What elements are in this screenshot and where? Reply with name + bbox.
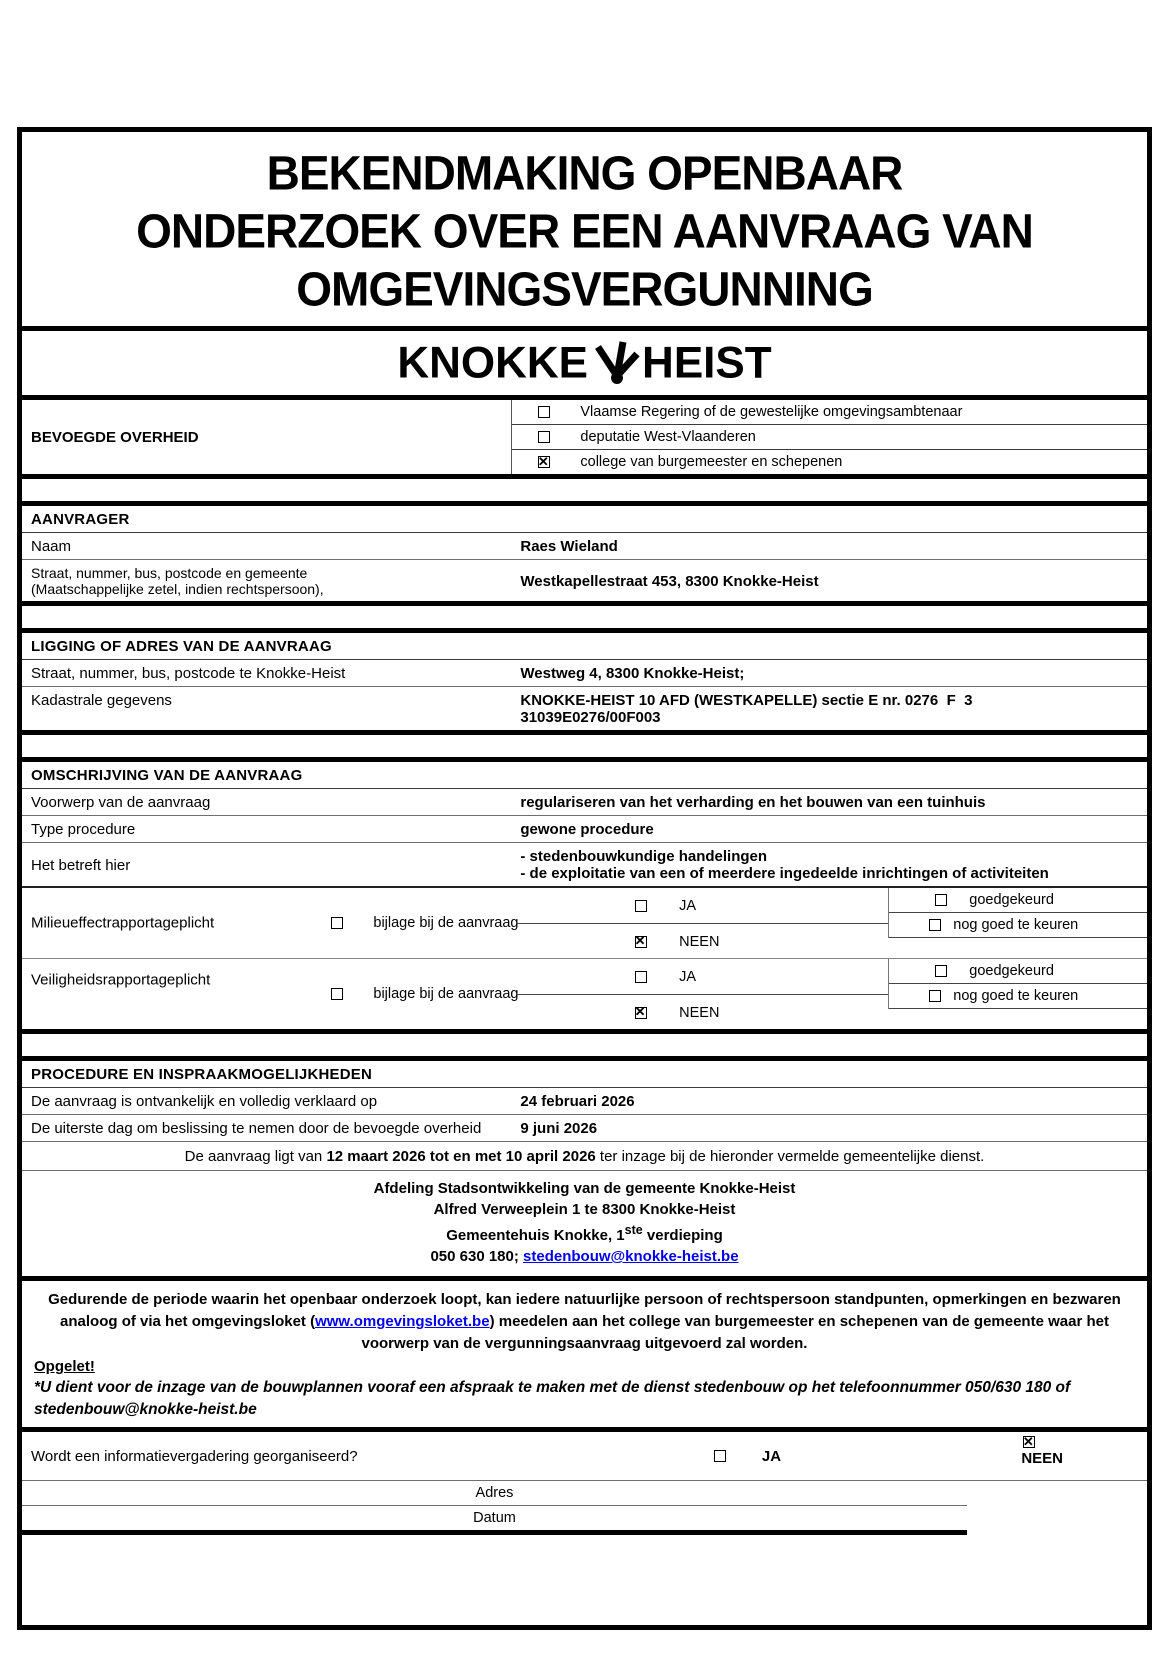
milieueffect-bijlage: bijlage bij de aanvraag bbox=[331, 915, 518, 931]
milieueffect-neen: ✕ NEEN bbox=[635, 934, 719, 950]
dienst-line-2: Alfred Verweeplein 1 te 8300 Knokke-Heist bbox=[433, 1201, 736, 1218]
betreft-label: Het betreft hier bbox=[31, 856, 131, 874]
opgelet-label: Opgelet! bbox=[34, 1358, 95, 1375]
goedgekeurd-option: goedgekeurd bbox=[889, 959, 1147, 984]
announcement-form bbox=[17, 127, 1152, 1630]
milieueffect-neen-checkbox[interactable] bbox=[635, 936, 647, 948]
naam-label: Naam bbox=[31, 538, 72, 555]
spacer bbox=[22, 606, 1147, 633]
procedure-header: PROCEDURE EN INSPRAAKMOGELIJKHEDEN bbox=[22, 1061, 1147, 1088]
milieueffect-goedgekeurd-checkbox[interactable] bbox=[935, 894, 947, 906]
dienst-line-1: Afdeling Stadsontwikkeling van de gemeente Knokke-Heist bbox=[373, 1180, 796, 1197]
veiligheid-goedkeuring bbox=[888, 959, 1147, 1009]
college-checkbox[interactable] bbox=[538, 456, 550, 468]
informatievergadering-row bbox=[22, 1432, 1147, 1481]
adres-label: Adres bbox=[475, 1485, 514, 1501]
nog-goed-te-keuren-option: nog goed te keuren bbox=[889, 984, 1147, 1009]
milieueffect-goedkeuring bbox=[888, 888, 1147, 938]
option-label: college van burgemeester en schepenen bbox=[580, 454, 843, 470]
kadaster-row bbox=[22, 687, 1147, 730]
voorwerp-label: Voorwerp van de aanvraag bbox=[31, 794, 211, 811]
veiligheid-goedgekeurd-checkbox[interactable] bbox=[935, 965, 947, 977]
ligging-straat-row bbox=[22, 660, 1147, 687]
kadaster-label: Kadastrale gegevens bbox=[31, 692, 172, 709]
veiligheid-nog-checkbox[interactable] bbox=[929, 990, 941, 1002]
milieueffect-ja: JA bbox=[635, 898, 696, 914]
empty-notes-area bbox=[22, 1535, 1147, 1625]
milieueffect-nog-checkbox[interactable] bbox=[929, 919, 941, 931]
section-omschrijving bbox=[22, 762, 1147, 1034]
bezwaar-paragraph: Gedurende de periode waarin het openbaar onderzoek loopt, kan iedere natuurlijke persoon of rechtspersoon standpunten, opmerkingen en bezwaren analoog of via het omgevingsloket (www.omgevingsloket.be) meedelen aan het college van burgemeester en schepenen van de gemeente waar het voorwerp van de vergunningsaanvraag uitgevoerd zal worden. bbox=[48, 1291, 1121, 1352]
veiligheid-ja: JA bbox=[635, 969, 696, 985]
section-ligging bbox=[22, 633, 1147, 735]
spacer bbox=[22, 1034, 1147, 1061]
informatievergadering-question: Wordt een informatievergadering georganiseerd? bbox=[31, 1447, 358, 1465]
goedgekeurd-option: goedgekeurd bbox=[889, 888, 1147, 913]
type-procedure-label: Type procedure bbox=[31, 821, 136, 838]
informatievergadering-neen-checkbox[interactable] bbox=[1023, 1436, 1035, 1448]
section-bevoegde-overheid bbox=[22, 400, 1147, 479]
uiterste-dag-value: 9 juni 2026 bbox=[520, 1120, 598, 1137]
deputatie-checkbox[interactable] bbox=[538, 431, 550, 443]
aanvrager-adres-value: Westkapellestraat 453, 8300 Knokke-Heist bbox=[520, 572, 819, 590]
ligging-straat-label: Straat, nummer, bus, postcode te Knokke-Heist bbox=[31, 665, 346, 682]
milieueffect-row bbox=[22, 886, 1147, 958]
milieueffect-label: Milieueffectrapportageplicht bbox=[31, 914, 215, 932]
uiterste-dag-row bbox=[22, 1115, 1147, 1142]
veiligheid-label: Veiligheidsrapportageplicht bbox=[31, 971, 211, 989]
dienst-line-4: 050 630 180; stedenbouw@knokke-heist.be bbox=[430, 1248, 739, 1265]
section-procedure bbox=[22, 1061, 1147, 1281]
milieueffect-ja-checkbox[interactable] bbox=[635, 900, 647, 912]
type-procedure-value: gewone procedure bbox=[520, 821, 654, 838]
inzage-period: 12 maart 2026 tot en met 10 april 2026 bbox=[326, 1148, 596, 1165]
municipality-logo bbox=[22, 331, 1147, 400]
voorwerp-value: regulariseren van het verharding en het bouwen van een tuinhuis bbox=[520, 794, 986, 811]
vlaamse-regering-checkbox[interactable] bbox=[538, 406, 550, 418]
naam-row bbox=[22, 533, 1147, 560]
veiligheid-neen-checkbox[interactable] bbox=[635, 1007, 647, 1019]
dienst-address-block bbox=[22, 1171, 1147, 1276]
ontvankelijk-value: 24 februari 2026 bbox=[520, 1093, 635, 1110]
adres-row bbox=[22, 1481, 967, 1506]
veiligheid-neen: ✕ NEEN bbox=[635, 1005, 719, 1021]
datum-row bbox=[22, 1506, 967, 1535]
aanvrager-adres-row bbox=[22, 560, 1147, 601]
informatievergadering-ja: JA bbox=[714, 1448, 781, 1465]
title-line-3: OMGEVINGSVERGUNNING bbox=[296, 261, 873, 317]
type-procedure-row bbox=[22, 816, 1147, 843]
betreft-value: - stedenbouwkundige handelingen - de exploitatie van een of meerdere ingedeelde inrichtingen of activiteiten bbox=[520, 848, 1049, 882]
option-label: Vlaamse Regering of de gewestelijke omgevingsambtenaar bbox=[580, 404, 963, 420]
kadaster-value: KNOKKE-HEIST 10 AFD (WESTKAPELLE) sectie E nr. 0276 F 3 31039E0276/00F003 bbox=[520, 692, 973, 726]
omschrijving-header: OMSCHRIJVING VAN DE AANVRAAG bbox=[22, 762, 1147, 789]
ontvankelijk-row bbox=[22, 1088, 1147, 1115]
spacer bbox=[22, 479, 1147, 506]
divider-line bbox=[517, 923, 888, 924]
dienst-line-3: Gemeentehuis Knokke, 1ste verdieping bbox=[446, 1223, 723, 1244]
form-title bbox=[22, 132, 1147, 331]
logo-text-left: KNOKKE bbox=[397, 337, 589, 388]
bevoegde-overheid-options bbox=[511, 400, 1147, 474]
divider-line bbox=[517, 994, 888, 995]
inzage-sentence: De aanvraag ligt van 12 maart 2026 tot en met 10 april 2026 ter inzage bij de hieronder vermelde gemeentelijke dienst. bbox=[22, 1142, 1147, 1171]
ligging-header: LIGGING OF ADRES VAN DE AANVRAAG bbox=[22, 633, 1147, 660]
veiligheid-row bbox=[22, 958, 1147, 1029]
title-line-2: ONDERZOEK OVER EEN AANVRAAG VAN bbox=[136, 203, 1033, 259]
voorwerp-row bbox=[22, 789, 1147, 816]
option-vlaamse-regering bbox=[512, 400, 1147, 424]
informatievergadering-ja-checkbox[interactable] bbox=[714, 1450, 726, 1462]
section-aanvrager bbox=[22, 506, 1147, 606]
seagull-footprint-icon bbox=[594, 338, 640, 397]
title-line-1: BEKENDMAKING OPENBAAR bbox=[266, 145, 903, 201]
spacer bbox=[22, 735, 1147, 762]
section-bezwaar bbox=[22, 1281, 1147, 1432]
afspraak-note: *U dient voor de inzage van de bouwplannen vooraf een afspraak te maken met de dienst stedenbouw op het telefoonnummer 050/630 180 of stedenbouw@knokke-heist.be bbox=[34, 1379, 1071, 1418]
uiterste-dag-label: De uiterste dag om beslissing te nemen door de bevoegde overheid bbox=[31, 1120, 482, 1137]
aanvrager-adres-label: Straat, nummer, bus, postcode en gemeente (Maatschappelijke zetel, indien rechtspersoon), bbox=[31, 565, 324, 597]
veiligheid-bijlage: bijlage bij de aanvraag bbox=[331, 986, 518, 1002]
milieueffect-bijlage-checkbox[interactable] bbox=[331, 917, 343, 929]
bevoegde-overheid-label: BEVOEGDE OVERHEID bbox=[31, 428, 199, 446]
option-deputatie bbox=[512, 424, 1147, 449]
option-college bbox=[512, 449, 1147, 474]
veiligheid-bijlage-checkbox[interactable] bbox=[331, 988, 343, 1000]
ligging-straat-value: Westweg 4, 8300 Knokke-Heist; bbox=[520, 665, 745, 682]
veiligheid-ja-checkbox[interactable] bbox=[635, 971, 647, 983]
betreft-row bbox=[22, 843, 1147, 886]
stedenbouw-email-link[interactable]: stedenbouw@knokke-heist.be bbox=[523, 1248, 739, 1265]
aanvrager-header: AANVRAGER bbox=[22, 506, 1147, 533]
option-label: deputatie West-Vlaanderen bbox=[580, 429, 756, 445]
datum-label: Datum bbox=[473, 1510, 516, 1526]
nog-goed-te-keuren-option: nog goed te keuren bbox=[889, 913, 1147, 938]
informatievergadering-neen: ✕ NEEN bbox=[1021, 1436, 1063, 1467]
naam-value: Raes Wieland bbox=[520, 538, 618, 555]
omgevingsloket-link[interactable]: www.omgevingsloket.be bbox=[315, 1313, 490, 1330]
logo-text-right: HEIST bbox=[642, 337, 772, 388]
ontvankelijk-label: De aanvraag is ontvankelijk en volledig verklaard op bbox=[31, 1093, 378, 1110]
